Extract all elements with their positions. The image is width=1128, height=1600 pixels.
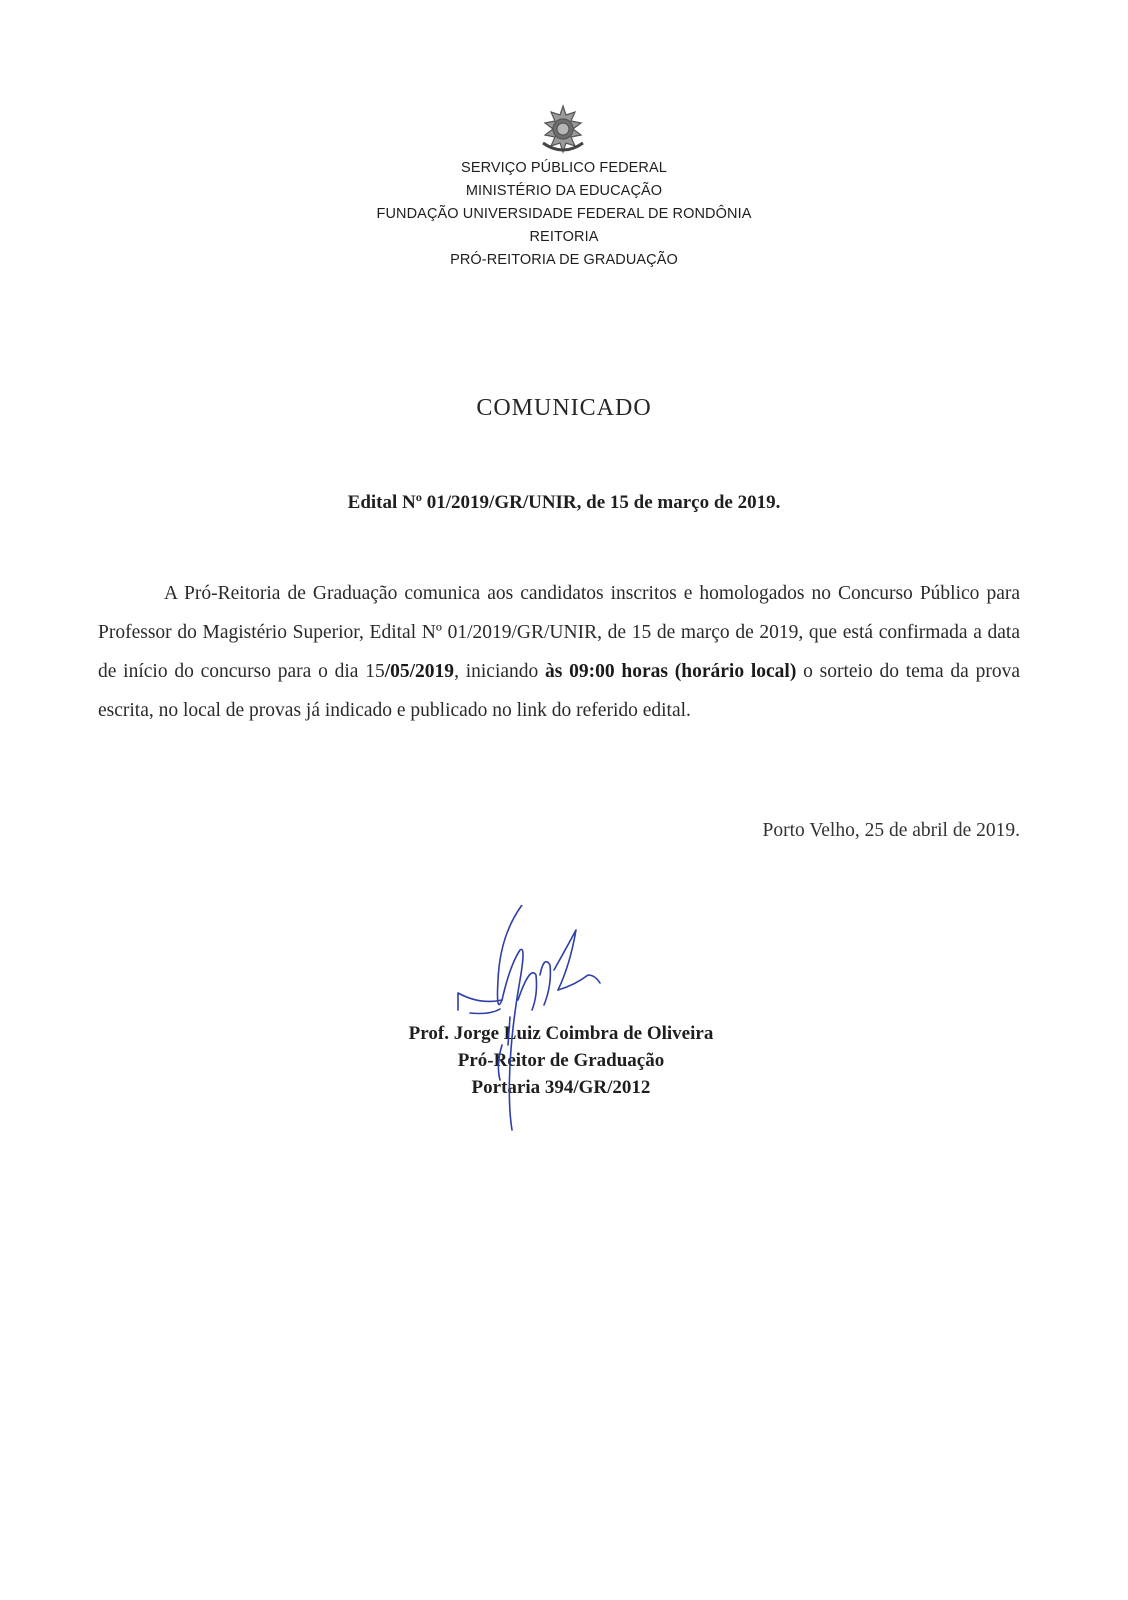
brazil-coat-of-arms-icon (537, 103, 589, 155)
dateline: Porto Velho, 25 de abril de 2019. (762, 820, 1020, 841)
document-title: COMUNICADO (476, 395, 652, 421)
header-line: REITORIA (529, 229, 599, 245)
header-line: FUNDAÇÃO UNIVERSIDADE FEDERAL DE RONDÔNIA (376, 206, 752, 222)
edital-heading: Edital Nº 01/2019/GR/UNIR, de 15 de março de 2019. (347, 492, 781, 513)
handwritten-signature (440, 905, 640, 1135)
signatory-name: Prof. Jorge Luiz Coimbra de Oliveira (408, 1023, 714, 1044)
institution-header (0, 157, 1128, 272)
body-text-segment: o sorteio do tema da prova escrita, no local de provas já indicado e publicado no link do referido edital. (98, 661, 1020, 721)
body-text-segment: , iniciando (454, 661, 546, 682)
header-line: SERVIÇO PÚBLICO FEDERAL (461, 160, 667, 176)
signatory-role: Pró-Reitor de Graduação (457, 1050, 665, 1071)
body-text-segment: A Pró-Reitoria de Graduação comunica aos candidatos inscritos e homologados no Concurso Público para Professor do Magistério Superior, Edital Nº 01/2019/GR/UNIR, de 15 de março de 2019, que está confirmada a data de início do concurso para o dia 15 (98, 583, 1020, 682)
body-bold-time: às 09:00 horas (horário local) (545, 661, 797, 682)
header-line: PRÓ-REITORIA DE GRADUAÇÃO (450, 252, 678, 268)
signatory-ordinance: Portaria 394/GR/2012 (471, 1077, 651, 1098)
body-bold-date: /05/2019 (384, 661, 455, 682)
header-line: MINISTÉRIO DA EDUCAÇÃO (465, 183, 663, 199)
body-paragraph (98, 574, 1020, 730)
